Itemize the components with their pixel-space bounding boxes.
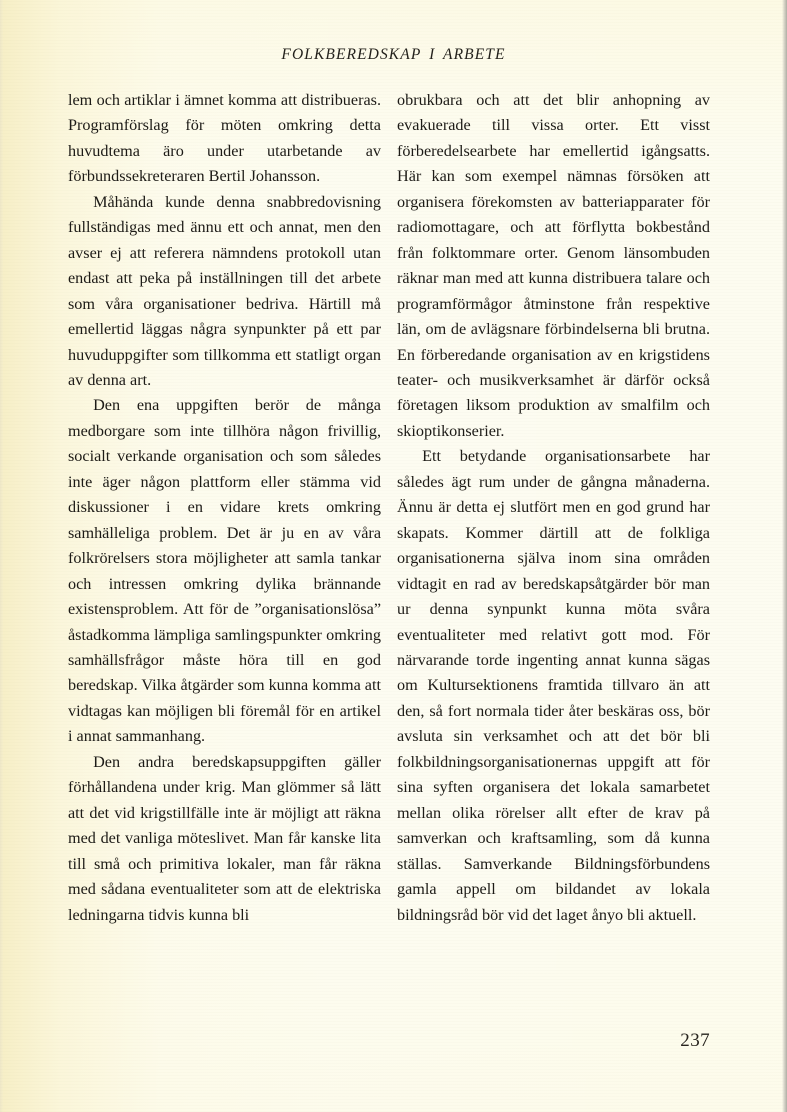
running-head: FOLKBEREDSKAP I ARBETE (281, 46, 506, 63)
left-column (68, 88, 381, 928)
paragraph: Ett betydande organisationsarbete har således ägt rum under de gångna månaderna. Ännu är detta ej slutfört men en god grund har skapats. Kommer därtill att de folkliga organisationerna själva inom sina områden vidtagit en rad av beredskapsåtgärder bör man ur denna synpunkt kunna möta svåra eventualiteter med relativt gott mod. För närvarande torde ingenting annat kunna sägas om Kultursektionens framtida tillvaro än att den, så fort normala tider åter beskäras oss, bör avsluta sin verksamhet och att det bör bli folkbildningsorganisationernas uppgift att för sina syften organisera det lokala samarbetet mellan olika rörelser allt efter de krav på samverkan och kraftsamling, som då kunna ställas. Samverkande Bildningsförbundens gamla appell om bildandet av lokala bildningsråd bör vid det laget ånyo bli aktuell. (397, 447, 710, 924)
paragraph: obrukbara och att det blir anhopning av evakuerade till vissa orter. Ett visst förberedelsearbete har emellertid igångsatts. Här kan som exempel nämnas försöken att organisera förekomsten av batteriapparater för radiomottagare, och att förflytta bokbestånd från folktommare orter. Genom länsombuden räknar man med att kunna distribuera talare och programförmågor åtminstone från respektive län, om de avlägsnare förbindelserna bli brutna. En förberedande organisation av en krigstidens teater- och musikverksamhet är därför också företagen liksom produktion av smalfilm och skioptikonserier. (397, 91, 710, 440)
page-number: 237 (680, 1030, 710, 1051)
paragraph: Måhända kunde denna snabbredovisning fullständigas med ännu ett och annat, men den avser ej att referera nämndens protokoll utan endast att peka på inställningen till det arbete som våra organisationer bedriva. Härtill må emellertid läggas några synpunkter på ett par huvuduppgifter som tillkomma ett statligt organ av denna art. (68, 192, 381, 389)
paragraph: Den andra beredskapsuppgiften gäller förhållandena under krig. Man glömmer så lätt att det vid krigstillfälle inte är möjligt att räkna med det vanliga möteslivet. Man får kanske lita till små och primitiva lokaler, man får räkna med sådana eventualiteter som att de elektriska ledningarna tidvis kunna bli (68, 752, 381, 924)
paragraph: lem och artiklar i ämnet komma att distribueras. Programförslag för möten omkring detta huvudtema äro under utarbetande av förbundssekreteraren Bertil Johansson. (68, 91, 381, 186)
text-body (68, 88, 710, 928)
scan-edge-left (0, 0, 3, 1112)
right-column (397, 88, 710, 928)
paragraph: Den ena uppgiften berör de många medborgare som inte tillhöra någon frivillig, socialt verkande organisation och som således inte äger någon plattform eller stämma vid diskussioner i en vidare krets omkring samhälleliga problem. Det är ju en av våra folkrörelsers stora möjligheter att samla tankar och intressen omkring dylika brännande existensproblem. Att för de ”organisationslösa” åstadkomma lämpliga samlingspunkter omkring samhällsfrågor måste höra till en god beredskap. Vilka åtgärder som kunna komma att vidtagas kan möjligen bli föremål för en artikel i annat sammanhang. (68, 396, 381, 746)
scan-edge-right (782, 0, 787, 1112)
